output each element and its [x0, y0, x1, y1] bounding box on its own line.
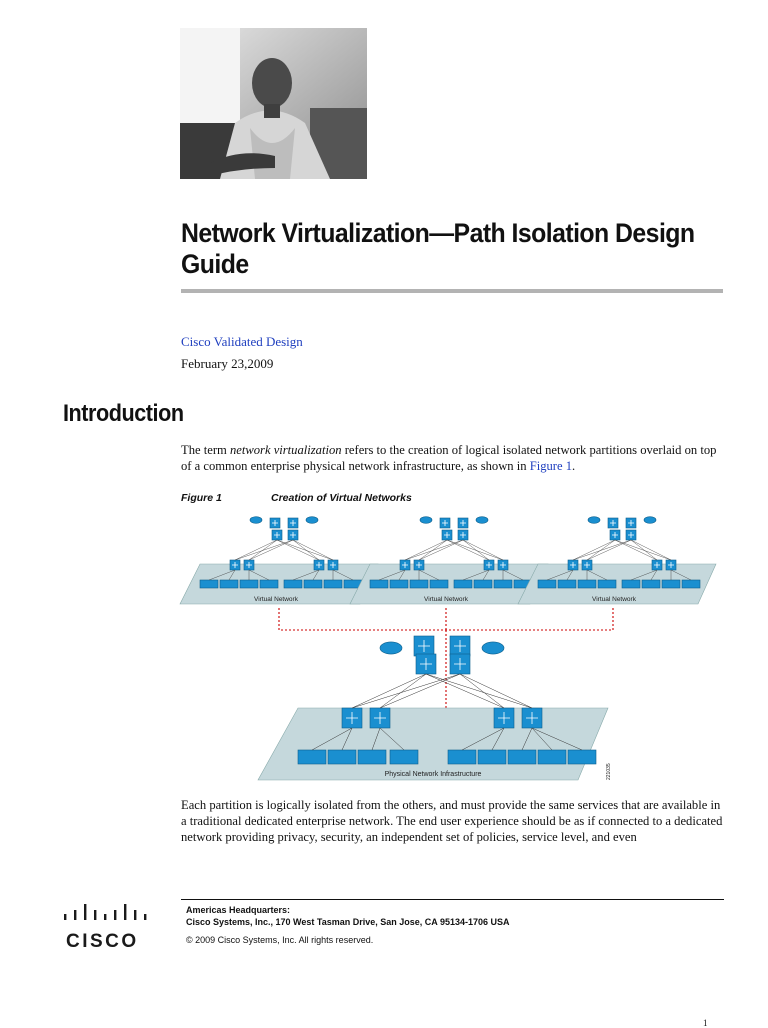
network-link — [352, 674, 426, 708]
network-link — [463, 540, 489, 560]
switch-icon — [370, 580, 388, 588]
network-link — [380, 674, 460, 708]
network-link — [235, 540, 293, 560]
switch-icon — [598, 580, 616, 588]
hq-label: Americas Headquarters: — [186, 905, 291, 915]
network-link — [573, 540, 631, 560]
network-link — [352, 674, 460, 708]
switch-icon — [410, 580, 428, 588]
switch-icon — [328, 750, 356, 764]
title-divider — [181, 289, 723, 293]
intro-paragraph — [181, 442, 726, 474]
virtual-networks-diagram — [178, 508, 723, 788]
copyright-notice: © 2009 Cisco Systems, Inc. All rights reserved. — [186, 935, 374, 945]
switch-icon — [538, 580, 556, 588]
cover-photo — [180, 28, 367, 179]
router-icon — [482, 642, 504, 654]
section-heading-introduction: Introduction — [63, 400, 184, 427]
network-link — [277, 540, 333, 560]
router-icon — [420, 517, 432, 524]
switch-icon — [324, 580, 342, 588]
switch-icon — [558, 580, 576, 588]
cisco-logo — [62, 902, 157, 952]
network-link — [631, 540, 657, 560]
network-link — [447, 540, 503, 560]
network-link — [426, 674, 532, 708]
network-link — [419, 540, 447, 560]
network-link — [460, 674, 532, 708]
switch-icon — [284, 580, 302, 588]
network-link — [460, 674, 504, 708]
router-icon — [476, 517, 488, 524]
switch-icon — [448, 750, 476, 764]
network-link — [380, 674, 426, 708]
switch-icon — [220, 580, 238, 588]
router-icon — [250, 517, 262, 524]
virtual-network-2 — [350, 517, 548, 604]
switch-icon — [568, 750, 596, 764]
switch-icon — [538, 750, 566, 764]
figure-number: Figure 1 — [181, 492, 222, 504]
switch-icon — [454, 580, 472, 588]
switch-icon — [390, 750, 418, 764]
switch-icon — [494, 580, 512, 588]
physical-network-label: Physical Network Infrastructure — [384, 771, 482, 778]
router-icon — [588, 517, 600, 524]
switch-icon — [260, 580, 278, 588]
virtualization-links — [279, 608, 613, 718]
document-date: February 23,2009 — [181, 356, 274, 371]
switch-icon — [390, 580, 408, 588]
network-link — [615, 540, 671, 560]
cisco-validated-design-link[interactable]: Cisco Validated Design — [181, 334, 303, 349]
network-link — [249, 540, 277, 560]
switch-icon — [682, 580, 700, 588]
switch-icon — [508, 750, 536, 764]
virtual-network-label: Virtual Network — [424, 596, 468, 603]
intro-text: . — [572, 459, 576, 473]
network-link — [426, 674, 504, 708]
intro-term: network virtualization — [229, 443, 342, 457]
router-icon — [644, 517, 656, 524]
hq-address: Cisco Systems, Inc., 170 West Tasman Drive, San Jose, CA 95134-1706 USA — [186, 917, 510, 927]
virtual-networks-layer — [180, 517, 716, 604]
switch-icon — [298, 750, 326, 764]
switch-icon — [358, 750, 386, 764]
figure-1-link[interactable]: Figure 1 — [529, 459, 573, 473]
virtualization-link-path — [279, 608, 613, 630]
virtual-network-1 — [180, 517, 378, 604]
switch-icon — [662, 580, 680, 588]
network-link — [405, 540, 463, 560]
switch-icon — [578, 580, 596, 588]
intro-text: The term — [181, 443, 230, 457]
cisco-logo-text: CISCO — [66, 931, 139, 952]
figure-id: 221035 — [606, 763, 612, 780]
network-link — [293, 540, 319, 560]
switch-icon — [200, 580, 218, 588]
intro-text: refers to the creation of logical isolated network partitions overlaid on top of a common enterprise physical network infrastructure, as shown in — [181, 443, 717, 473]
switch-icon — [240, 580, 258, 588]
physical-network-layer — [258, 636, 612, 780]
switch-icon — [478, 750, 506, 764]
figure-title: Creation of Virtual Networks — [271, 492, 412, 504]
router-icon — [306, 517, 318, 524]
switch-icon — [474, 580, 492, 588]
page-number: 1 — [703, 1018, 708, 1028]
partition-paragraph: Each partition is logically isolated from the others, and must provide the same services that are available in a traditional dedicated enterprise network. The end user experience should be as if connected to a dedicated network providing privacy, security, an independent set of policies, service level, and even — [181, 798, 723, 844]
switch-icon — [642, 580, 660, 588]
switch-icon — [430, 580, 448, 588]
virtual-network-label: Virtual Network — [254, 596, 298, 603]
router-icon — [380, 642, 402, 654]
footer-divider — [181, 899, 724, 900]
document-title: Network Virtualization—Path Isolation Design Guide — [181, 218, 695, 279]
switch-icon — [304, 580, 322, 588]
virtual-network-3 — [518, 517, 716, 604]
network-link — [587, 540, 615, 560]
virtual-network-label: Virtual Network — [592, 596, 636, 603]
physical-network-plane — [258, 708, 608, 780]
switch-icon — [622, 580, 640, 588]
